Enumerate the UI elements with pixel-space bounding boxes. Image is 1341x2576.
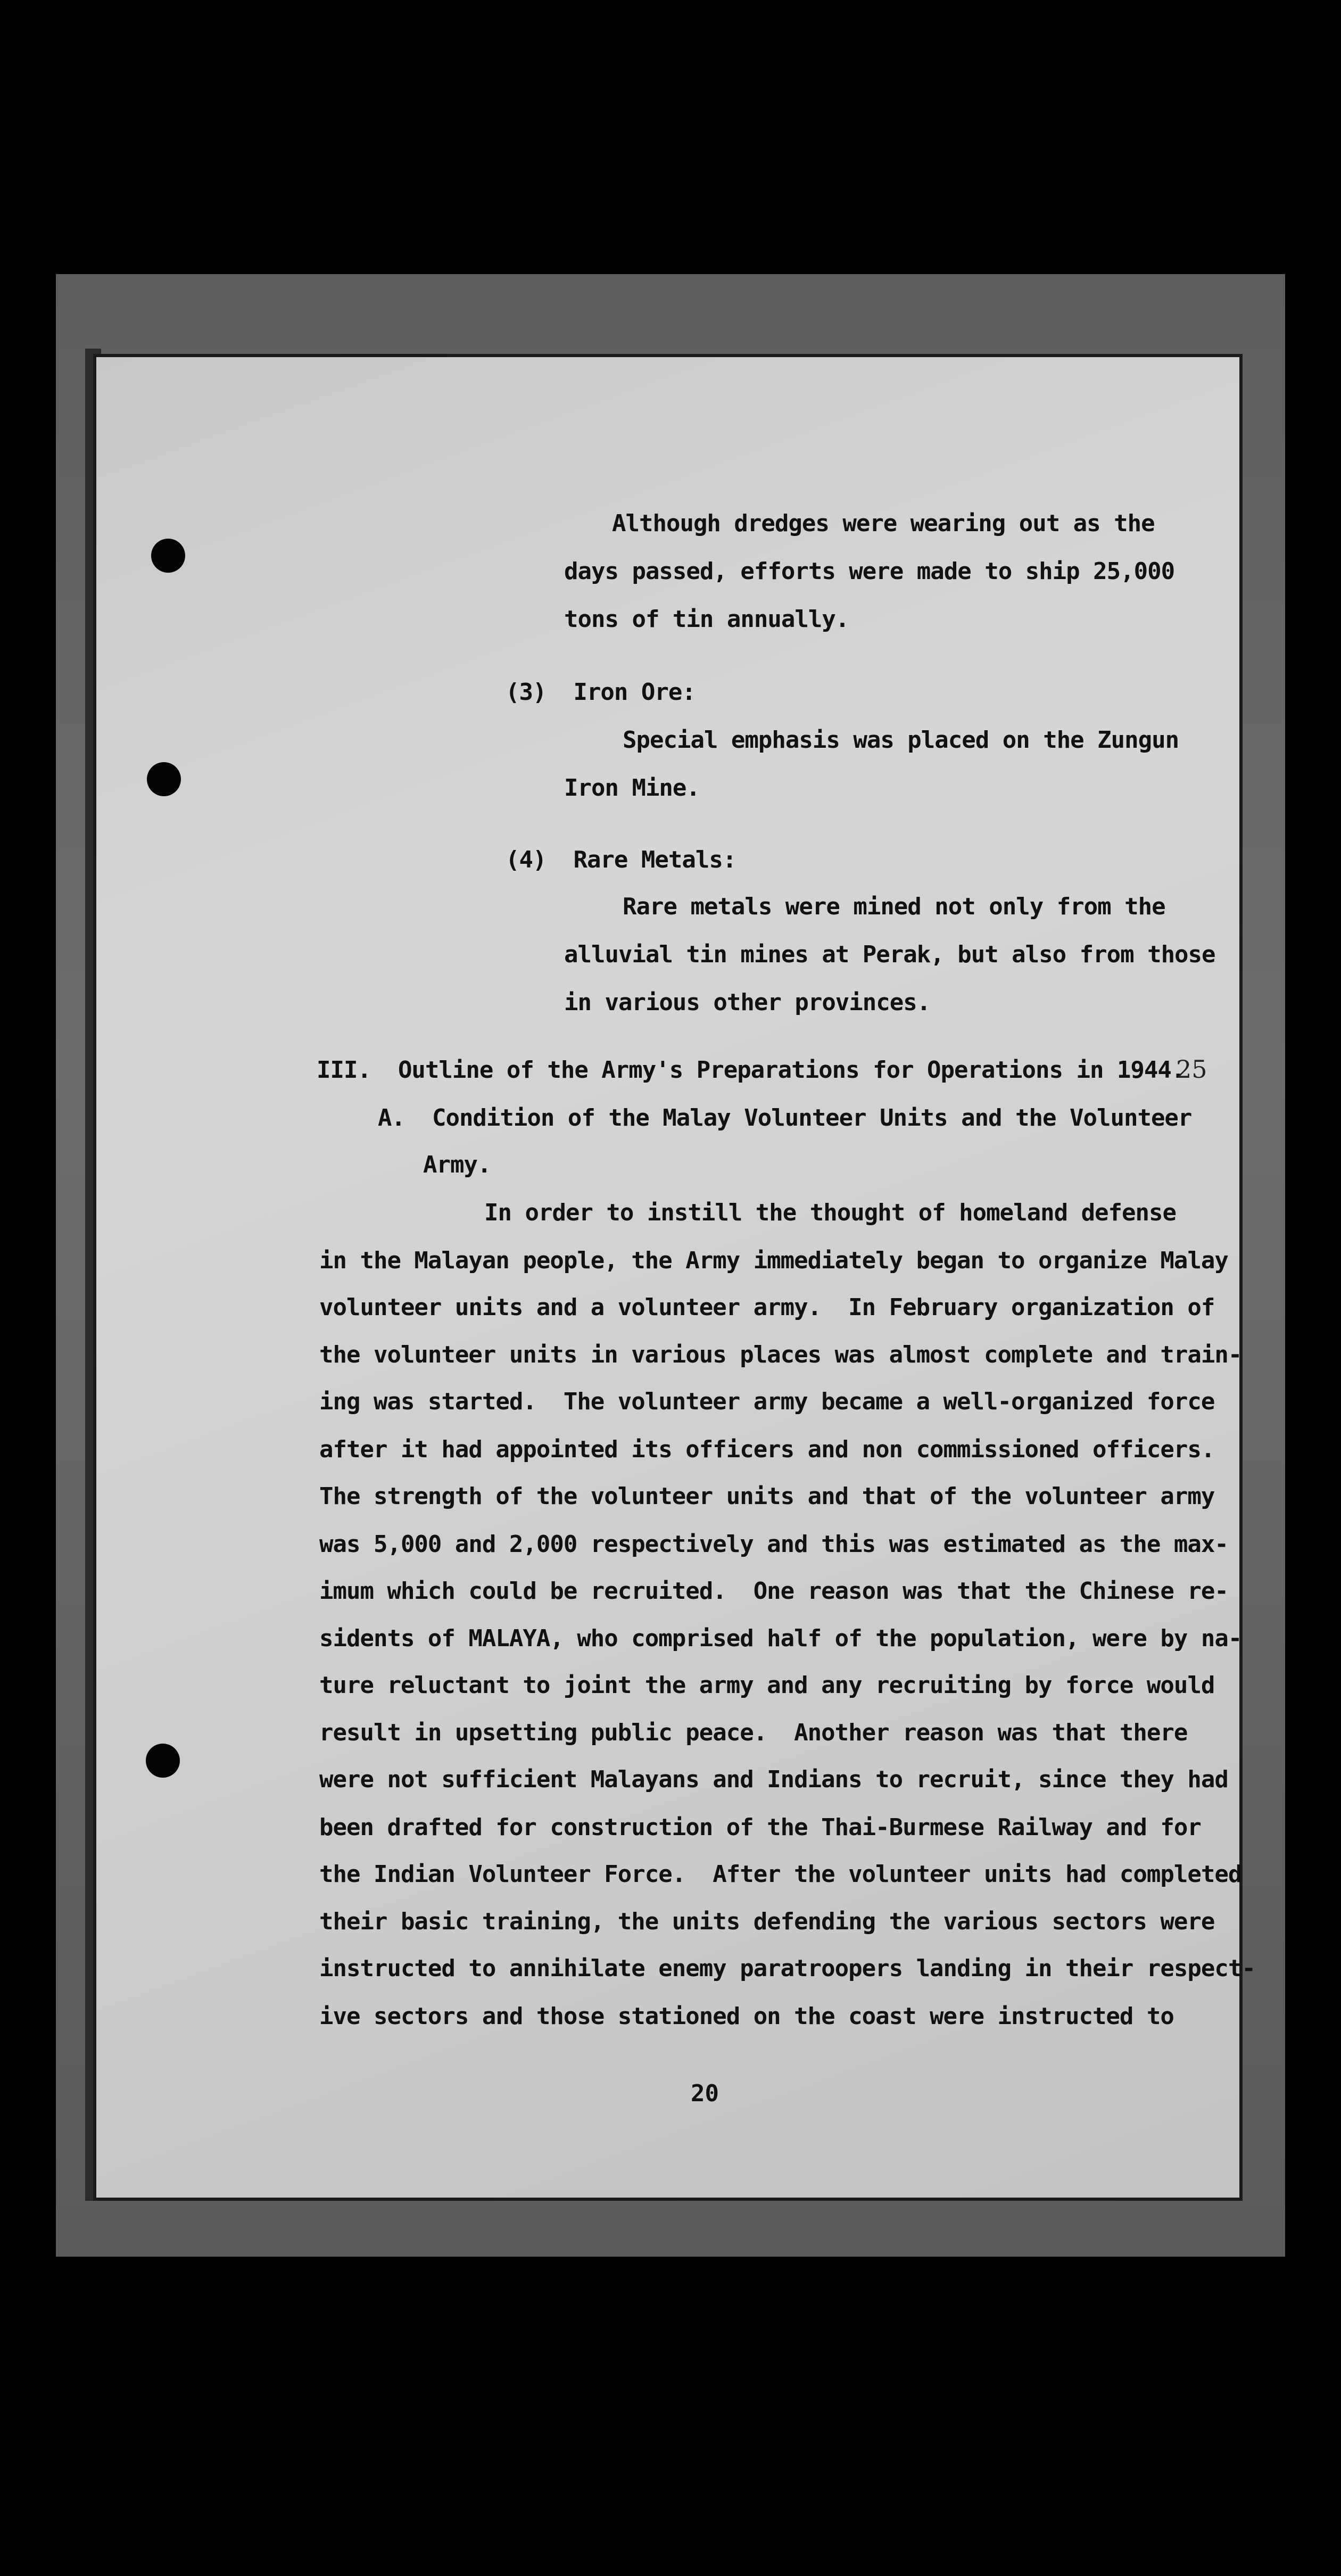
- text-line: alluvial tin mines at Perak, but also from those: [564, 941, 1215, 968]
- text-line: ture reluctant to joint the army and any recruiting by force would: [319, 1672, 1215, 1699]
- text-line: Special emphasis was placed on the Zungun: [623, 726, 1179, 754]
- text-line: volunteer units and a volunteer army. In February organization of: [319, 1294, 1215, 1321]
- page-number: 20: [691, 2080, 719, 2107]
- text-line: Rare metals were mined not only from the: [623, 893, 1165, 920]
- text-line: In order to instill the thought of homeland defense: [484, 1199, 1177, 1226]
- text-line: in the Malayan people, the Army immediately began to organize Malay: [319, 1247, 1228, 1274]
- text-line: the volunteer units in various places was almost complete and train-: [319, 1341, 1242, 1368]
- punch-hole-top: [151, 539, 185, 573]
- text-line: days passed, efforts were made to ship 25,000: [564, 558, 1175, 585]
- text-line: after it had appointed its officers and non commissioned officers.: [319, 1436, 1215, 1463]
- text-line: been drafted for construction of the Thai-Burmese Railway and for: [319, 1814, 1201, 1841]
- text-line: imum which could be recruited. One reason was that the Chinese re-: [319, 1578, 1228, 1605]
- section-heading: III. Outline of the Army's Preparations for Operations in 1944.: [317, 1056, 1185, 1084]
- text-line: ing was started. The volunteer army became a well-organized force: [319, 1388, 1215, 1415]
- text-line: tons of tin annually.: [564, 606, 849, 633]
- text-line: in various other provinces.: [564, 989, 931, 1016]
- subsection-heading: A. Condition of the Malay Volunteer Units and the Volunteer: [378, 1104, 1192, 1132]
- text-line: the Indian Volunteer Force. After the volunteer units had completed: [319, 1861, 1242, 1888]
- text-line: (4) Rare Metals:: [506, 846, 736, 873]
- text-line: their basic training, the units defending the various sectors were: [319, 1908, 1215, 1935]
- text-line: sidents of MALAYA, who comprised half of the population, were by na-: [319, 1625, 1242, 1652]
- text-line: ive sectors and those stationed on the coast were instructed to: [319, 2003, 1174, 2030]
- text-line: (3) Iron Ore:: [506, 679, 696, 706]
- text-line: was 5,000 and 2,000 respectively and this was estimated as the max-: [319, 1531, 1228, 1558]
- text-line: were not sufficient Malayans and Indians to recruit, since they had: [319, 1766, 1228, 1793]
- punch-hole-middle: [147, 762, 181, 796]
- text-line: Although dredges were wearing out as the: [612, 510, 1155, 537]
- text-line: The strength of the volunteer units and that of the volunteer army: [319, 1483, 1215, 1510]
- punch-hole-bottom: [146, 1744, 180, 1778]
- subsection-heading: Army.: [423, 1151, 491, 1178]
- text-line: Iron Mine.: [564, 774, 700, 802]
- text-line: instructed to annihilate enemy paratroopers landing in their respect-: [319, 1955, 1255, 1982]
- text-line: result in upsetting public peace. Another reason was that there: [319, 1719, 1188, 1746]
- margin-number: 25: [1176, 1055, 1207, 1084]
